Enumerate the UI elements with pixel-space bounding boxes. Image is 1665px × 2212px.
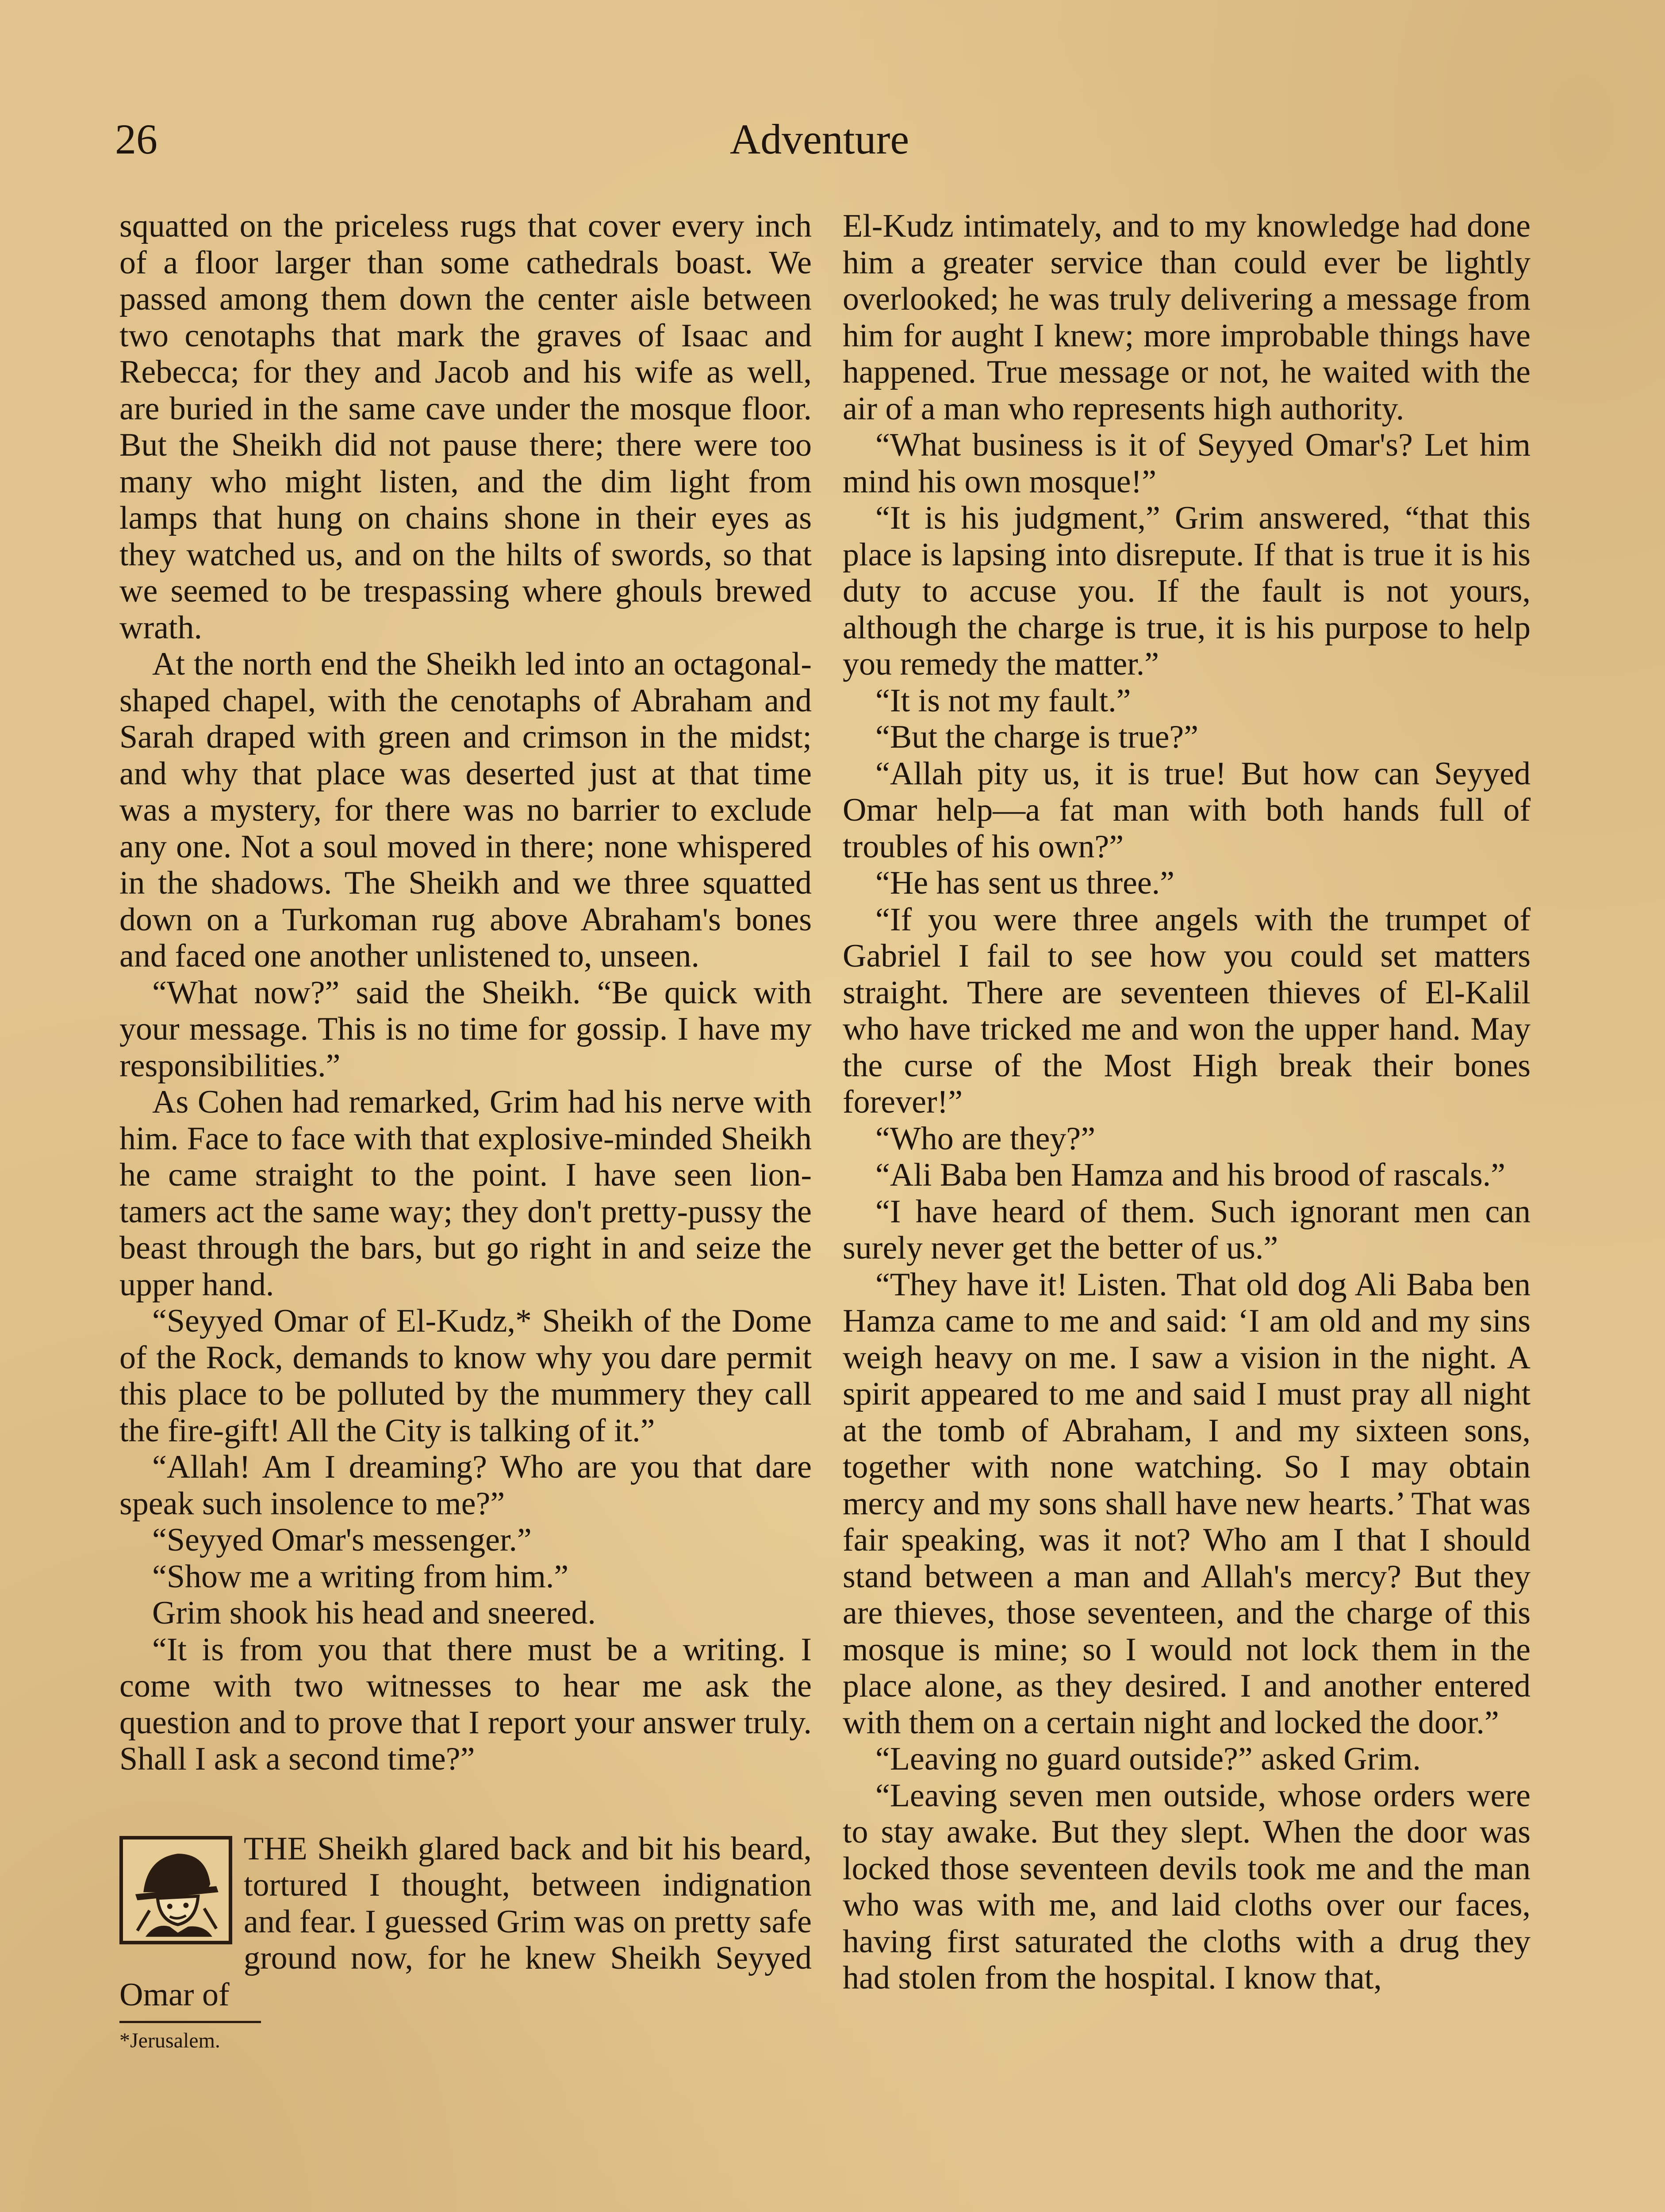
paragraph: “Ali Baba ben Hamza and his brood of rascals.”: [875, 1157, 1505, 1193]
section-break-paragraph: [119, 1831, 812, 2013]
paragraph: Grim shook his head and sneered.: [152, 1595, 596, 1631]
paragraph: “It is his judgment,” Grim answered, “that this place is lapsing into disrepute. If that is true it is his duty to accuse you. If the fault is not yours, although the charge is true, it is his purpose to help you remedy the matter.”: [843, 500, 1531, 682]
paragraph: “Seyyed Omar's messenger.”: [152, 1522, 532, 1558]
paragraph: “He has sent us three.”: [875, 865, 1175, 901]
paragraph: “Leaving no guard outside?” asked Grim.: [875, 1741, 1421, 1777]
footnote: *Jerusalem.: [119, 2029, 220, 2052]
paragraph: THE Sheikh glared back and bit his beard, tortured I thought, between indignation and fear. I guessed Grim was on pretty safe ground now, for he knew Sheikh Seyyed Omar of: [119, 1830, 812, 2013]
paragraph: “Show me a writing from him.”: [152, 1558, 569, 1595]
paragraph: “Allah pity us, it is true! But how can Seyyed Omar help—a fat man with both hands full of troubles of his own?”: [843, 755, 1531, 865]
paragraph: “I have heard of them. Such ignorant men can surely never get the better of us.”: [843, 1193, 1531, 1266]
paragraph: “But the charge is true?”: [875, 719, 1199, 755]
paragraph: As Cohen had remarked, Grim had his nerve with him. Face to face with that explosive-minded Sheikh he came straight to the point. I have seen lion-tamers act the same way; they don't pretty-pussy the beast through the bars, but go right in and seize the upper hand.: [119, 1084, 812, 1303]
paragraph: “It is not my fault.”: [875, 682, 1131, 719]
paragraph: “If you were three angels with the trumpet of Gabriel I fail to see how you could set matters straight. There are seventeen thieves of El-Kalil who have tricked me and won the upper hand. May the curse of the Most High break their bones forever!”: [843, 901, 1531, 1120]
paragraph: squatted on the priceless rugs that cover every inch of a floor larger than some cathedrals boast. We passed among them down the center aisle between two cenotaphs that mark the graves of Isaac and Rebecca; for they and Jacob and his wife as well, are buried in the same cave under the mosque floor. But the Sheikh did not pause there; there were too many who might listen, and the dim light from lamps that hung on chains shone in their eyes as they watched us, and on the hilts of swords, so that we seemed to be trespassing where ghouls brewed wrath.: [119, 208, 812, 646]
paragraph: “Leaving seven men outside, whose orders were to stay awake. But they slept. When the door was locked those seventeen devils took me and the man who was with me, and laid cloths over our faces, having first saturated the cloths with a drug they had stolen from the hospital. I know that,: [843, 1777, 1531, 1996]
paragraph: “It is from you that there must be a writing. I come with two witnesses to hear me ask the question and to prove that I report your answer truly. Shall I ask a second time?”: [119, 1631, 812, 1777]
paragraph: El-Kudz intimately, and to my knowledge had done him a greater service than could ever be lightly overlooked; he was truly delivering a message from him for aught I knew; more improbable things have happened. True message or not, he waited with the air of a man who represents high authority.: [843, 208, 1531, 427]
page-number: 26: [115, 115, 157, 163]
paragraph: “What business is it of Seyyed Omar's? Let him mind his own mosque!”: [843, 427, 1531, 500]
paragraph: “Who are they?”: [875, 1120, 1096, 1157]
footnote-divider: [119, 2021, 261, 2023]
paragraph: At the north end the Sheikh led into an octagonal-shaped chapel, with the cenotaphs of Abraham and Sarah draped with green and crimson in the midst; and why that place was deserted just at that time was a mystery, for there was no barrier to exclude any one. Not a soul moved in there; none whispered in the shadows. The Sheikh and we three squatted down on a Turkoman rug above Abraham's bones and faced one another unlistened to, unseen.: [119, 646, 812, 974]
paragraph: “What now?” said the Sheikh. “Be quick with your message. This is no time for gossip. I have my responsibilities.”: [119, 974, 812, 1084]
left-column: [119, 208, 812, 2054]
page-header: [115, 111, 1524, 168]
paragraph: “They have it! Listen. That old dog Ali Baba ben Hamza came to me and said: ‘I am old and my sins weigh heavy on me. I saw a vision in the night. A spirit appeared to me and said I must pray all night at the tomb of Abraham, I and my sixteen sons, together with none watching. So I may obtain mercy and my sons shall have new hearts.’ That was fair speaking, was it not? Who am I that I should stand between a man and Allah's mercy? But they are thieves, those seventeen, and the charge of this mosque is mine; so I would not lock them in the place alone, as they desired. I and another entered with them on a certain night and locked the door.”: [843, 1266, 1531, 1741]
running-head: Adventure: [729, 115, 909, 163]
paragraph: “Allah! Am I dreaming? Who are you that dare speak such insolence to me?”: [119, 1449, 812, 1522]
hooded-figure-icon: [119, 1836, 232, 1944]
right-column: [843, 208, 1531, 1997]
paragraph: “Seyyed Omar of El-Kudz,* Sheikh of the Dome of the Rock, demands to know why you dare permit this place to be polluted by the mummery they call the fire-gift! All the City is talking of it.”: [119, 1303, 812, 1449]
